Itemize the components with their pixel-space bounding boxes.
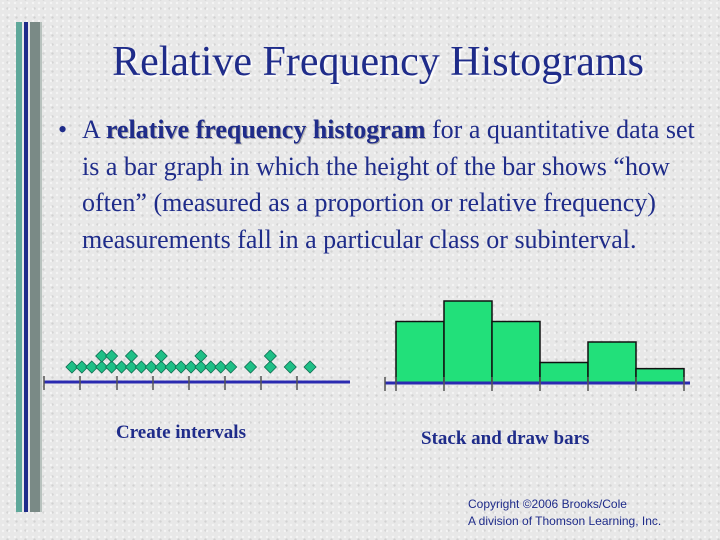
- copyright-notice: [468, 496, 661, 530]
- histogram-bar: [540, 363, 588, 384]
- data-point-marker: [106, 350, 118, 362]
- copyright-line-1: Copyright ©2006 Brooks/Cole: [468, 497, 627, 511]
- definition-text: [82, 112, 698, 258]
- bullet-paragraph: [58, 112, 698, 258]
- side-stripe-teal: [16, 22, 22, 512]
- side-stripe-gray: [30, 22, 40, 512]
- side-stripe-navy: [24, 22, 28, 512]
- data-point-marker: [225, 361, 237, 373]
- data-point-marker: [264, 361, 276, 373]
- dot-plot: [44, 350, 350, 390]
- data-point-marker: [125, 350, 137, 362]
- intro-text: A: [82, 115, 106, 144]
- data-point-marker: [264, 350, 276, 362]
- histogram-bar: [492, 322, 540, 384]
- key-term: relative frequency histogram: [105, 115, 426, 144]
- data-point-marker: [304, 361, 316, 373]
- histogram-chart: [385, 301, 690, 391]
- histogram-bar: [396, 322, 444, 384]
- data-point-marker: [195, 350, 207, 362]
- caption-create-intervals: Create intervals: [116, 422, 246, 443]
- slide-title: Relative Frequency Histograms: [112, 39, 644, 85]
- definition-rest: for a quantitative data set is a bar graph in which the height of the bar shows “how often” (measured as a proportion or relative frequency) measurements fall in a particular class or subinterval.: [82, 115, 695, 254]
- histogram-bar: [444, 301, 492, 383]
- caption-stack-draw-bars: Stack and draw bars: [421, 428, 590, 449]
- data-point-marker: [245, 361, 257, 373]
- data-point-marker: [155, 350, 167, 362]
- histogram-bar: [588, 342, 636, 383]
- side-stripe-shadow: [40, 22, 42, 512]
- copyright-line-2: A division of Thomson Learning, Inc.: [468, 514, 662, 528]
- data-point-marker: [284, 361, 296, 373]
- bullet-icon: •: [58, 115, 68, 144]
- histogram-bar: [636, 369, 684, 383]
